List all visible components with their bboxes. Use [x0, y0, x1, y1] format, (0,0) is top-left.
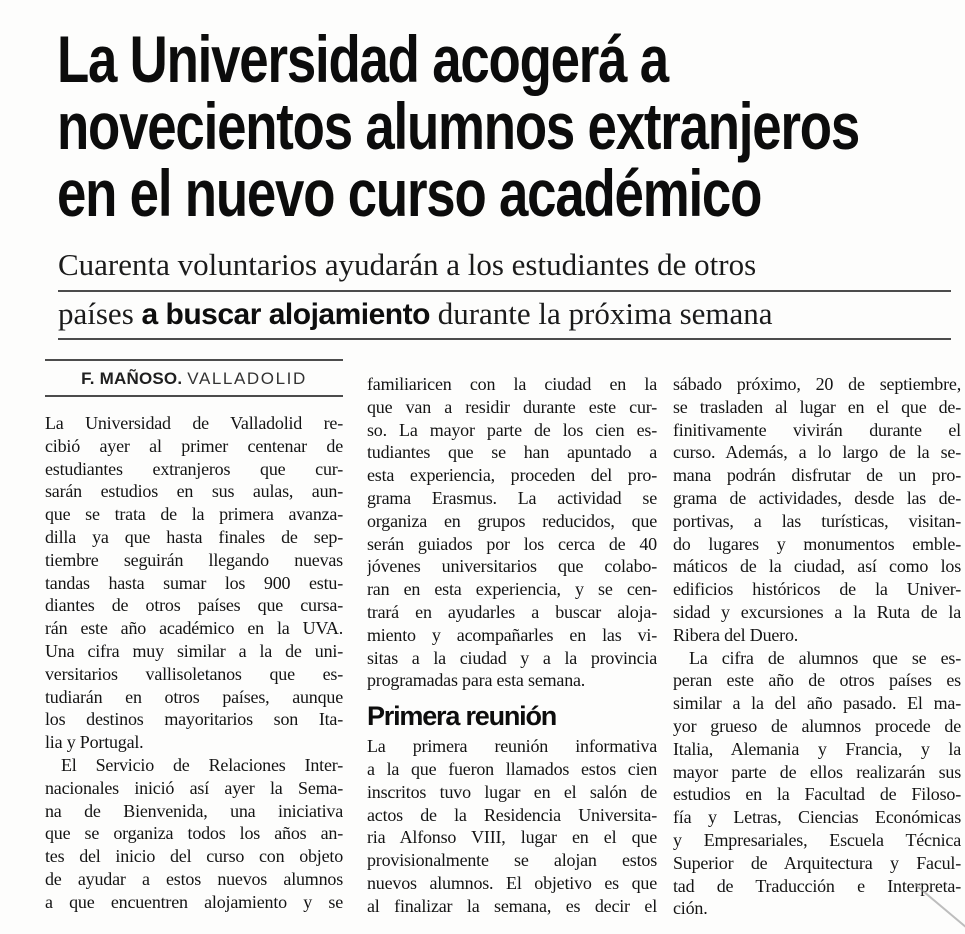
text-line: familiaricen con la ciudad en la: [367, 374, 657, 394]
text-line: La Universidad de Valladolid re-: [45, 413, 343, 433]
text-line: dilla ya que hasta finales de sep-: [45, 526, 343, 547]
text-line: esta experiencia, proceden del pro-: [367, 465, 657, 486]
text-line: La primera reunión informativa: [367, 736, 657, 757]
text-line: diantes de otros países que cursa-: [45, 595, 343, 616]
text-line: Superior de Arquitectura y Facul-: [673, 852, 961, 873]
text-line: sarán estudios en sus aulas, aun-: [45, 481, 343, 502]
text-line: trará en ayudarles a buscar aloja-: [367, 601, 657, 622]
text-line: tes del inicio del curso con objeto: [45, 846, 343, 867]
text-line: actos de la Residencia Universita-: [367, 804, 657, 825]
text-line: tudiantes que se han apuntado a: [367, 442, 657, 463]
text-line: tudiarán en otros países, aunque: [45, 686, 343, 707]
text-line: do lugares y monumentos emble-: [673, 533, 961, 554]
text-line: que van a residir durante este cur-: [367, 396, 657, 417]
byline: [45, 359, 343, 397]
text-line: portivas, a las turísticas, visitan-: [673, 510, 961, 531]
text-line: sitas a la ciudad y a la provincia: [367, 647, 657, 668]
text-line: que se trata de la primera avanza-: [45, 504, 343, 525]
text-line: cibió ayer al primer centenar de: [45, 435, 343, 456]
text-line: a la que fueron llamados estos cien: [367, 758, 657, 779]
headline-line: novecientos alumnos extranjeros: [57, 89, 860, 163]
text-line: ria Alfonso VIII, lugar en el que: [367, 827, 657, 848]
text-line: mana podrán disfrutar de un pro-: [673, 465, 961, 486]
paragraph: [367, 373, 657, 692]
paragraph: [367, 735, 657, 917]
text-line: sábado próximo, 20 de septiembre,: [673, 374, 961, 394]
text-line: peran este año de otros países es: [673, 670, 961, 691]
article-subtitle: [58, 246, 951, 343]
paragraph: [45, 412, 343, 754]
text-line: Italia, Alemania y Francia, y la: [673, 738, 961, 759]
subtitle-line: [58, 295, 951, 340]
subtitle-line: Cuarenta voluntarios ayudarán a los estudiantes de otros: [58, 246, 951, 292]
headline-line: en el nuevo curso académico: [57, 156, 762, 230]
text-line: máticos de la ciudad, así como los: [673, 556, 961, 577]
subtitle-bold-text: a buscar alojamiento: [141, 298, 430, 331]
subtitle-text: países: [58, 296, 142, 331]
text-line: fía y Letras, Ciencias Económicas: [673, 807, 961, 828]
text-line: ción.: [673, 898, 708, 919]
article-columns: [45, 359, 961, 920]
column-2: [367, 359, 657, 918]
text-line: ran en esta experiencia, y se cen-: [367, 579, 657, 600]
paragraph: [45, 754, 343, 914]
text-line: versitarios vallisoletanos que es-: [45, 663, 343, 684]
text-line: lia y Portugal.: [45, 732, 144, 753]
text-line: tad de Traducción e Interpreta-: [673, 875, 961, 896]
text-line: al finalizar la semana, es decir el: [367, 895, 657, 916]
text-line: Una cifra muy similar a la de uni-: [45, 640, 343, 661]
text-line: se trasladen al lugar en el que de-: [673, 396, 961, 417]
text-line: finitivamente vivirán durante el: [673, 419, 961, 440]
text-line: sidad y excursiones a la Ruta de la: [673, 601, 961, 622]
text-line: grama de actividades, desde las de-: [673, 487, 961, 508]
paragraph: [673, 647, 961, 921]
text-line: programadas para esta semana.: [367, 670, 586, 691]
text-line: nuevos alumnos. El objetivo es que: [367, 872, 657, 893]
text-line: que se organiza todos los años an-: [45, 823, 343, 844]
text-line: serán guiados por los cerca de 40: [367, 533, 657, 554]
text-line: mayor parte de ellos realizarán sus: [673, 761, 961, 782]
text-line: estudiantes extranjeros que cur-: [45, 458, 343, 479]
text-line: provisionalmente se alojan estos: [367, 850, 657, 871]
text-line: rán este año académico en la UVA.: [45, 618, 343, 639]
text-line: a que encuentren alojamiento y se: [45, 891, 343, 912]
text-line: de ayudar a estos nuevos alumnos: [45, 868, 343, 889]
text-line: so. La mayor parte de los cien es-: [367, 419, 657, 440]
text-line: similar a la del año pasado. El ma-: [673, 693, 961, 714]
text-line: y Empresariales, Escuela Técnica: [673, 829, 961, 850]
text-line: Ribera del Duero.: [673, 624, 799, 645]
paragraph: [673, 373, 961, 647]
headline-line: La Universidad acogerá a: [57, 22, 668, 96]
text-line: La cifra de alumnos que se es-: [689, 647, 961, 668]
text-line: tiembre seguirán llegando nuevas: [45, 549, 343, 570]
column-1: [45, 359, 343, 914]
text-line: estudios en la Facultad de Filoso-: [673, 784, 961, 805]
text-line: edificios históricos de la Univer-: [673, 579, 961, 600]
text-line: na de Bienvenida, una iniciativa: [45, 800, 343, 821]
text-line: curso. Además, a lo largo de la se-: [673, 442, 961, 463]
text-line: jóvenes universitarios que colabo-: [367, 556, 657, 577]
text-line: inscritos tuvo lugar en el salón de: [367, 781, 657, 802]
text-line: tandas hasta sumar los 900 estu-: [45, 572, 343, 593]
byline-location: VALLADOLID: [187, 369, 307, 388]
subtitle-text: durante la próxima semana: [429, 296, 773, 331]
text-line: grama Erasmus. La actividad se: [367, 487, 657, 508]
article-headline: [57, 22, 860, 230]
text-line: yor grueso de alumnos procede de: [673, 715, 961, 736]
text-line: nacionales inició así ayer la Sema-: [45, 777, 343, 798]
byline-author: F. MAÑOSO.: [81, 369, 183, 388]
text-line: miento y acompañarles en las vi-: [367, 624, 657, 645]
text-line: los destinos mayoritarios son Ita-: [45, 709, 343, 730]
section-subhead: Primera reunión: [367, 701, 557, 732]
text-line: El Servicio de Relaciones Inter-: [61, 754, 343, 775]
text-line: organiza en grupos reducidos, que: [367, 510, 657, 531]
column-3: [673, 359, 961, 920]
